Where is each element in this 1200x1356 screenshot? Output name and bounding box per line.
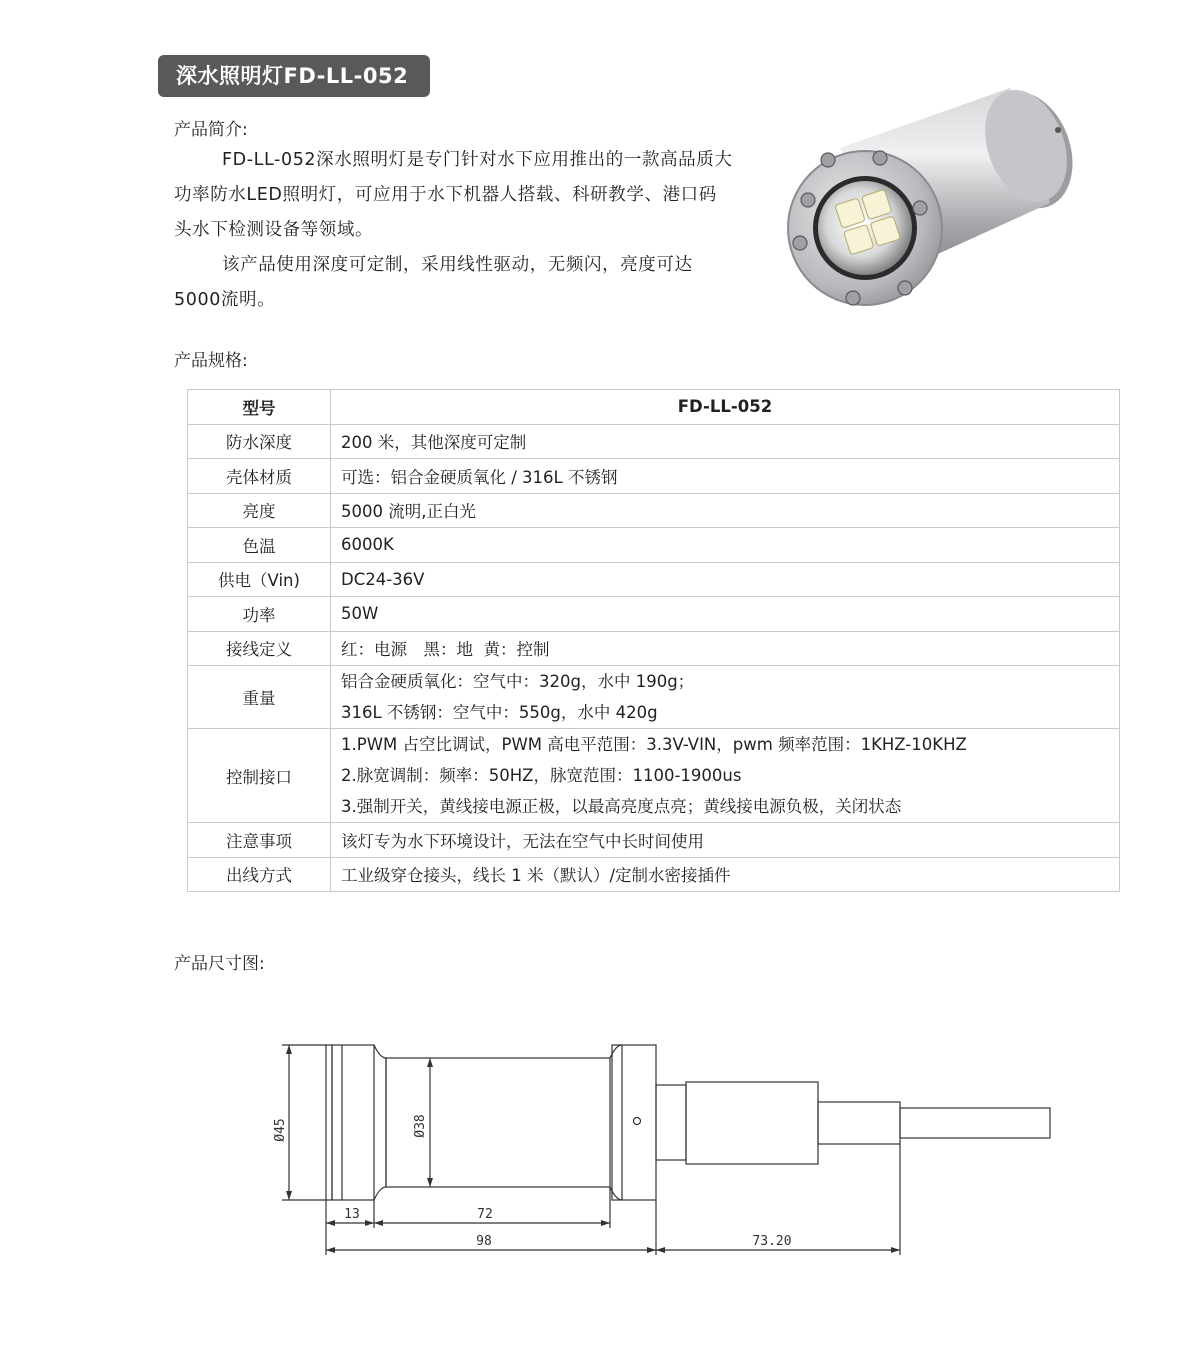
spec-row (188, 597, 1120, 632)
spec-key: 控制接口 (188, 729, 331, 823)
spec-value (331, 528, 1120, 563)
spec-value-line: 红：电源 黑：地 黄：控制 (341, 640, 550, 660)
spec-value-line: 3.强制开关，黄线接电源正极，以最高亮度点亮；黄线接电源负极，关闭状态 (341, 797, 902, 816)
spec-value (331, 493, 1120, 528)
dim-13: 13 (344, 1207, 360, 1222)
spec-row (188, 424, 1120, 459)
dim-d45: Ø45 (273, 1118, 288, 1142)
intro-label: 产品简介: (174, 120, 248, 140)
dim-d38: Ø38 (413, 1114, 428, 1138)
spec-value (331, 857, 1120, 892)
dim-98: 98 (476, 1234, 492, 1249)
spec-key: 出线方式 (188, 857, 331, 892)
spec-value-line: 200 米，其他深度可定制 (341, 433, 527, 453)
spec-value-line: 6000K (341, 535, 394, 555)
spec-key: 功率 (188, 597, 331, 632)
spec-value-line: 5000 流明,正白光 (341, 502, 476, 522)
spec-key: 亮度 (188, 493, 331, 528)
spec-value-line: 工业级穿仓接头，线长 1 米（默认）/定制水密接插件 (341, 866, 731, 886)
spec-value-line: 50W (341, 604, 379, 624)
spec-value (331, 424, 1120, 459)
spec-row (188, 459, 1120, 494)
spec-value-line: DC24-36V (341, 569, 425, 589)
spec-key: 注意事项 (188, 823, 331, 858)
spec-value (331, 459, 1120, 494)
spec-value-line: 可选：铝合金硬质氧化 / 316L 不锈钢 (341, 467, 618, 487)
drawing-label: 产品尺寸图: (174, 954, 265, 974)
intro-paragraph-1: FD-LL-052深水照明灯是专门针对水下应用推出的一款高品质大功率防水LED照明灯，可应用于水下机器人搭载、科研教学、港口码头水下检测设备等领域。 (174, 150, 733, 240)
spec-row (188, 528, 1120, 563)
spec-row (188, 493, 1120, 528)
spec-table (187, 389, 1120, 892)
spec-value-line: 铝合金硬质氧化：空气中：320g，水中 190g； (341, 672, 695, 691)
spec-key: 重量 (188, 666, 331, 729)
dimension-drawing (262, 1030, 1062, 1270)
spec-header-value: FD-LL-052 (331, 390, 1120, 425)
spec-key: 色温 (188, 528, 331, 563)
spec-label: 产品规格: (174, 351, 248, 371)
intro-paragraph-2: 该产品使用深度可定制，采用线性驱动，无频闪，亮度可达5000流明。 (174, 255, 693, 310)
page-title: 深水照明灯FD-LL-052 (158, 55, 430, 97)
spec-row (188, 666, 1120, 729)
spec-row (188, 823, 1120, 858)
spec-key: 壳体材质 (188, 459, 331, 494)
spec-value (331, 823, 1120, 858)
dim-73-20: 73.20 (752, 1234, 792, 1249)
spec-value (331, 729, 1120, 823)
spec-value (331, 631, 1120, 666)
spec-row (188, 729, 1120, 823)
spec-value (331, 597, 1120, 632)
spec-row (188, 562, 1120, 597)
spec-value-line: 1.PWM 占空比调试，PWM 高电平范围：3.3V-VIN，pwm 频率范围：1KHZ-10KHZ (341, 735, 967, 754)
spec-value (331, 562, 1120, 597)
spec-row (188, 631, 1120, 666)
dim-72: 72 (477, 1207, 493, 1222)
spec-row (188, 857, 1120, 892)
spec-header-key: 型号 (188, 390, 331, 425)
spec-value (331, 666, 1120, 729)
spec-key: 防水深度 (188, 424, 331, 459)
spec-value-line: 316L 不锈钢：空气中：550g，水中 420g (341, 703, 658, 722)
intro-text (174, 143, 734, 318)
spec-key: 供电（Vin) (188, 562, 331, 597)
spec-value-line: 2.脉宽调制：频率：50HZ，脉宽范围：1100-1900us (341, 766, 742, 785)
spec-key: 接线定义 (188, 631, 331, 666)
product-photo (780, 78, 1080, 318)
spec-header-row (188, 390, 1120, 425)
spec-value-line: 该灯专为水下环境设计，无法在空气中长时间使用 (341, 831, 704, 851)
